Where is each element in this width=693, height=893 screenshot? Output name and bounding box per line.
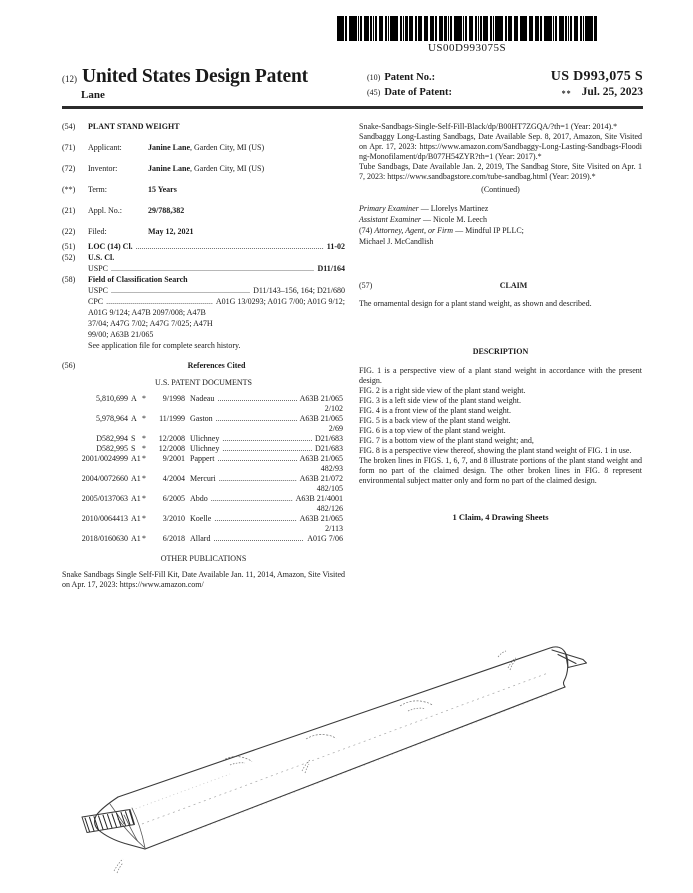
other-publications-text: Snake Sandbags Single Self-Fill Kit, Date Available Jan. 11, 2014, Amazon, Site Visited on Apr. 17, 2023: https://www.amazon.com/ (62, 569, 345, 589)
cpc-continuation-line: A01G 9/124; A47B 2097/008; A47B (88, 307, 206, 317)
applicant-label: Applicant: (88, 142, 122, 152)
publication-citation: Sandbaggy Long-Lasting Sandbags, Date Available Sep. 8, 2017, Amazon, Site Visited on Apr. 17, 2023: https://www.amazon.com/Sandbaggy-Long-Lasting-Sandbags-Flooding-Monofilament/dp/B077H54ZYR?th=1 (Year: 2017).* (359, 131, 642, 161)
description-line: FIG. 3 is a left side view of the plant stand weight. (359, 395, 521, 405)
uspc-label: USPC (88, 285, 109, 295)
publication-citation: Tube Sandbags, Date Available Jan. 2, 2019, The Sandbag Store, Site Visited on Apr. 17, 2023: https://www.sandbagstore.com/tube-sandbag.html (Year: 2019).* (359, 161, 642, 181)
ref-date: 6/2018 (162, 533, 185, 543)
ref-classification: A63B 21/065 (299, 413, 343, 423)
ref-classification-cont: 2/113 (325, 523, 343, 533)
dot-leader (217, 454, 296, 464)
ref-kind-code: A1 (131, 513, 141, 523)
us-class-label: U.S. Cl. (88, 252, 115, 262)
two-column-body (62, 122, 643, 590)
reference-entry (72, 514, 343, 534)
field-term (62, 185, 345, 195)
publication-citation: Snake-Sandbags-Single-Self-Fill-Black/dp/B00HT7ZGQA/?th=1 (Year: 2014).* (359, 121, 618, 131)
patent-no-label: Patent No.: (384, 72, 436, 83)
ref-kind-code: A1 (131, 453, 141, 463)
description-line: FIG. 8 is a perspective view thereof, showing the plant stand weight of FIG. 1 in use. (359, 445, 632, 455)
patent-no-code: (10) (367, 73, 381, 82)
inventor-label: Inventor: (88, 163, 118, 173)
ref-kind-code: A1 (131, 473, 141, 483)
ref-number: D582,995 (96, 443, 128, 453)
ref-inventor-name: Mercuri (190, 473, 216, 483)
search-cpc-line (88, 297, 345, 307)
dot-leader (213, 534, 304, 544)
appl-no-label: Appl. No.: (88, 205, 122, 215)
ref-number: 2001/0024999 (81, 453, 128, 463)
ref-star: * (142, 433, 146, 443)
description-line: The broken lines in FIGS. 1, 6, 7, and 8 illustrate portions of the plant stand weight and form no part of the claimed design. The other broken lines in FIG. 8 represent environmental subject matter only and form no part of the claimed design. (359, 455, 642, 485)
ref-star: * (142, 493, 146, 503)
ref-classification-cont: 482/93 (320, 463, 343, 473)
references-list (62, 394, 345, 544)
attorney-field-number: (74) (359, 225, 373, 235)
patent-date: Jul. 25, 2023 (581, 86, 643, 98)
cpc-continuation-list (88, 308, 345, 340)
barcode-block (337, 16, 597, 54)
field-number: (22) (62, 226, 76, 236)
ref-classification: D21/683 (315, 433, 343, 443)
right-column (359, 122, 642, 590)
inventor-surname: Lane (81, 89, 105, 101)
invention-title: PLANT STAND WEIGHT (88, 121, 180, 131)
ref-number: 2005/0137063 (81, 493, 128, 503)
claim-text: The ornamental design for a plant stand weight, as shown and described. (359, 298, 592, 308)
patent-header (62, 66, 643, 101)
plant-stand-weight-perspective-drawing (80, 640, 650, 890)
ref-star: * (142, 443, 146, 453)
header-left (62, 66, 367, 101)
ref-inventor-name: Nadeau (190, 393, 215, 403)
ref-date: 3/2010 (162, 513, 185, 523)
ref-inventor-name: Ulichney (190, 433, 220, 443)
loc-class-value: 11-02 (326, 241, 345, 251)
header-divider (62, 106, 643, 109)
description-line: FIG. 5 is a back view of the plant stand weight. (359, 415, 511, 425)
publications-continued-list (359, 122, 642, 182)
ref-star: * (142, 393, 146, 403)
ref-number: 5,810,699 (96, 393, 128, 403)
ref-number: 5,978,964 (96, 413, 128, 423)
reference-entry (72, 394, 343, 414)
field-classification-search (62, 275, 345, 285)
field-loc-class (62, 242, 345, 252)
reference-entry (72, 444, 343, 454)
reference-entry (72, 494, 343, 514)
field-number: (57) (359, 280, 373, 290)
ref-classification: A01G 7/06 (307, 533, 343, 543)
term-label: Term: (88, 184, 107, 194)
inventor-address: , Garden City, MI (US) (190, 163, 265, 173)
ref-date: 9/1998 (162, 393, 185, 403)
field-filed (62, 227, 345, 237)
ref-kind-code: A1 (131, 493, 141, 503)
dot-leader (111, 264, 314, 274)
ref-number: D582,994 (96, 433, 128, 443)
left-column (62, 122, 345, 590)
classification-search-label: Field of Classification Search (88, 274, 188, 284)
applicant-address: , Garden City, MI (US) (190, 142, 265, 152)
patent-number: US D993,075 S (550, 69, 643, 84)
assistant-examiner-name: — Nicole M. Leech (423, 214, 487, 224)
term-value: 15 Years (148, 184, 177, 194)
claim-heading-row (359, 281, 642, 291)
dot-leader (136, 242, 324, 252)
date-code: (45) (367, 88, 381, 97)
ref-star: * (142, 513, 146, 523)
ref-inventor-name: Abdo (190, 493, 208, 503)
dot-leader (222, 444, 312, 454)
ref-classification: A63B 21/072 (299, 473, 343, 483)
dot-leader (106, 297, 213, 307)
field-number: (51) (62, 241, 76, 251)
description-list (359, 366, 642, 486)
dot-leader (211, 494, 293, 504)
primary-examiner-name: — Llorelys Martinez (420, 203, 489, 213)
cpc-label: CPC (88, 296, 104, 306)
ref-star: * (142, 533, 146, 543)
ref-classification: A63B 21/065 (299, 453, 343, 463)
ref-kind-code: A (131, 413, 137, 423)
search-uspc-line (88, 286, 345, 296)
ref-date: 6/2005 (162, 493, 185, 503)
continued-note: (Continued) (481, 184, 520, 194)
ref-classification: D21/683 (315, 443, 343, 453)
kind-code-label: (12) (62, 74, 77, 84)
document-title: United States Design Patent (82, 66, 308, 87)
dot-leader (216, 414, 297, 424)
field-inventor (62, 164, 345, 174)
applicant-name: Janine Lane (148, 142, 191, 152)
ref-classification: A63B 21/065 (299, 513, 343, 523)
filed-label: Filed: (88, 226, 107, 236)
ref-inventor-name: Allard (190, 533, 211, 543)
field-number: (54) (62, 121, 76, 131)
us-patent-documents-heading: U.S. PATENT DOCUMENTS (155, 377, 252, 387)
ref-date: 12/2008 (158, 443, 185, 453)
ref-inventor-name: Pappert (190, 453, 215, 463)
dot-leader (222, 434, 312, 444)
ref-date: 11/1999 (159, 413, 185, 423)
ref-inventor-name: Ulichney (190, 443, 220, 453)
ref-number: 2004/0072660 (81, 473, 128, 483)
field-number: (52) (62, 252, 76, 262)
ref-kind-code: S (131, 433, 136, 443)
filed-date: May 12, 2021 (148, 226, 194, 236)
field-number: (**) (62, 184, 76, 194)
search-cpc-value: A01G 13/0293; A01G 7/00; A01G 9/12; (215, 296, 345, 306)
field-number: (72) (62, 163, 76, 173)
uspc-value: D11/164 (317, 263, 345, 273)
ref-date: 12/2008 (158, 433, 185, 443)
dot-leader (217, 394, 296, 404)
date-label: Date of Patent: (384, 87, 452, 98)
uspc-line (88, 264, 345, 274)
description-line: FIG. 4 is a front view of the plant stand weight. (359, 405, 511, 415)
ref-number: 2010/0064413 (81, 513, 128, 523)
appl-no-value: 29/788,382 (148, 205, 185, 215)
description-heading: DESCRIPTION (472, 346, 529, 356)
reference-entry (72, 414, 343, 434)
ref-classification-cont: 2/69 (328, 423, 343, 433)
ref-date: 9/2001 (162, 453, 185, 463)
field-references (62, 361, 345, 371)
field-us-class (62, 253, 345, 263)
assistant-examiner-label: Assistant Examiner (359, 214, 421, 224)
barcode-number: US00D993075S (427, 42, 507, 54)
ref-star: * (142, 473, 146, 483)
primary-examiner-label: Primary Examiner (359, 203, 419, 213)
figure-drawing (80, 640, 650, 890)
field-title (62, 122, 345, 132)
ref-inventor-name: Gaston (190, 413, 213, 423)
ref-classification-cont: 482/105 (316, 483, 343, 493)
reference-entry (72, 454, 343, 474)
cpc-continuation-line: 37/04; A47G 7/02; A47G 7/025; A47H (88, 318, 213, 328)
ref-classification: A63B 21/065 (299, 393, 343, 403)
field-number: (58) (62, 274, 76, 284)
attorney-label: Attorney, Agent, or Firm (374, 225, 454, 235)
description-line: FIG. 7 is a bottom view of the plant stand weight; and, (359, 435, 534, 445)
search-history-note: See application file for complete search history. (88, 340, 241, 350)
ref-classification: A63B 21/4001 (295, 493, 343, 503)
loc-class-label: LOC (14) Cl. (88, 241, 133, 251)
cpc-continuation-line: 99/00; A63B 21/065 (88, 329, 154, 339)
claims-sheets-note: 1 Claim, 4 Drawing Sheets (452, 511, 549, 522)
reference-entry (72, 534, 343, 544)
description-line: FIG. 1 is a perspective view of a plant stand weight in accordance with the present design. (359, 365, 642, 385)
claim-heading: CLAIM (499, 280, 528, 290)
attorney-name: Michael J. McCandlish (359, 236, 434, 246)
field-applicant (62, 143, 345, 153)
field-number: (71) (62, 142, 76, 152)
references-cited-heading: References Cited (187, 360, 246, 370)
inventor-name: Janine Lane (148, 163, 191, 173)
field-number: (56) (62, 360, 76, 370)
barcode-image (337, 16, 597, 41)
other-publications-heading: OTHER PUBLICATIONS (160, 553, 247, 563)
ref-kind-code: A1 (131, 533, 141, 543)
description-line: FIG. 6 is a top view of the plant stand weight. (359, 425, 506, 435)
ref-kind-code: A (131, 393, 137, 403)
field-number: (21) (62, 205, 76, 215)
ref-classification-cont: 2/102 (324, 403, 343, 413)
field-appl-no (62, 206, 345, 216)
ref-number: 2018/0160630 (81, 533, 128, 543)
ref-kind-code: S (131, 443, 136, 453)
ref-classification-cont: 482/126 (316, 503, 343, 513)
reference-entry (72, 434, 343, 444)
description-line: FIG. 2 is a right side view of the plant stand weight. (359, 385, 526, 395)
ref-star: * (142, 413, 146, 423)
uspc-label: USPC (88, 263, 109, 273)
term-extension-stars: ** (561, 89, 572, 98)
dot-leader (214, 514, 296, 524)
search-uspc-value: D11/143–156, 164; D21/680 (253, 285, 345, 295)
ref-inventor-name: Koelle (190, 513, 212, 523)
dot-leader (219, 474, 297, 484)
attorney-firm: — Mindful IP PLLC; (455, 225, 524, 235)
dot-leader (111, 286, 250, 296)
ref-date: 4/2004 (162, 473, 185, 483)
ref-star: * (142, 453, 146, 463)
header-right (367, 66, 643, 101)
reference-entry (72, 474, 343, 494)
